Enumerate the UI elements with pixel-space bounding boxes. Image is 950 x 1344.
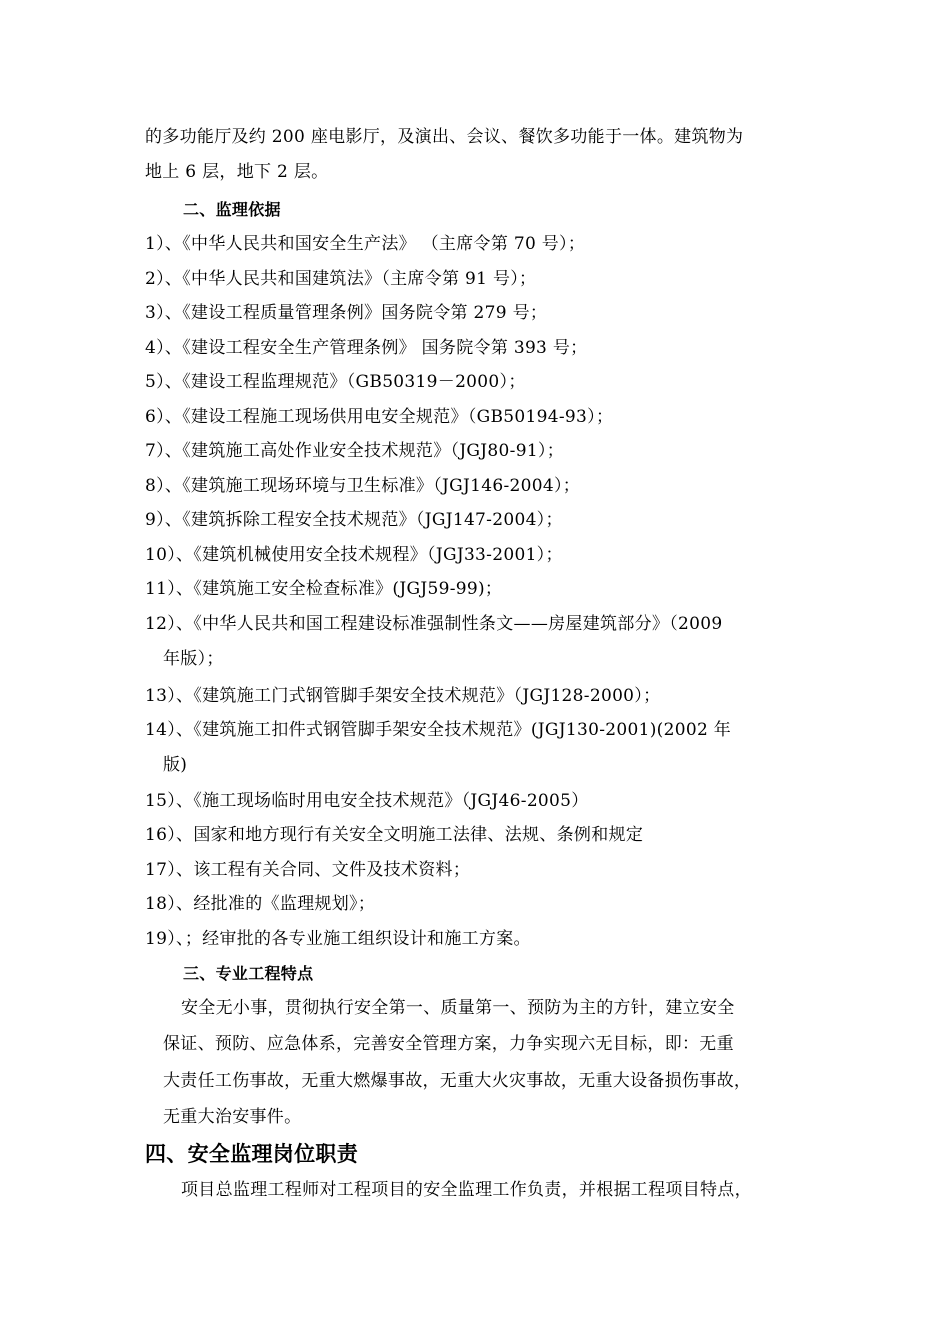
list-item: 17）、该工程有关合同、文件及技术资料；: [145, 860, 471, 880]
list-item: 1）、《中华人民共和国安全生产法》 （主席令第 70 号）；: [145, 234, 586, 254]
list-item: 2）、《中华人民共和国建筑法》（主席令第 91 号）；: [145, 269, 537, 289]
list-item: 19）、；经审批的各专业施工组织设计和施工方案。: [145, 929, 531, 949]
list-item: 15）、《施工现场临时用电安全技术规范》（JGJ46-2005）: [145, 791, 589, 811]
list-item: 13）、《建筑施工门式钢管脚手架安全技术规范》（JGJ128-2000）；: [145, 686, 661, 706]
list-item: 7）、《建筑施工高处作业安全技术规范》（JGJ80-91）；: [145, 441, 565, 461]
list-item: 6）、《建设工程施工现场供用电安全规范》（GB50194-93）；: [145, 407, 614, 427]
intro-line-1: 的多功能厅及约 200 座电影厅，及演出、会议、餐饮多功能于一体。建筑物为: [145, 127, 744, 147]
section-heading-features: 三、专业工程特点: [183, 964, 314, 983]
paragraph-line: 安全无小事，贯彻执行安全第一、质量第一、预防为主的方针，建立安全: [181, 998, 735, 1018]
list-item: 16）、国家和地方现行有关安全文明施工法律、法规、条例和规定: [145, 825, 644, 845]
paragraph-line: 保证、预防、应急体系，完善安全管理方案，力争实现六无目标，即：无重: [163, 1034, 734, 1054]
list-item: 12）、《中华人民共和国工程建设标准强制性条文——房屋建筑部分》（2009: [145, 614, 723, 634]
list-item: 11）、《建筑施工安全检查标准》(JGJ59-99)；: [145, 579, 503, 599]
list-item: 5）、《建设工程监理规范》（GB50319－2000）；: [145, 372, 526, 392]
list-item: 8）、《建筑施工现场环境与卫生标准》（JGJ146-2004）；: [145, 476, 581, 496]
list-item: 10）、《建筑机械使用安全技术规程》（JGJ33-2001）；: [145, 545, 563, 565]
intro-line-2: 地上 6 层，地下 2 层。: [145, 162, 329, 182]
paragraph-line: 项目总监理工程师对工程项目的安全监理工作负责，并根据工程项目特点，: [181, 1180, 752, 1200]
paragraph-line: 大责任工伤事故，无重大燃爆事故，无重大火灾事故，无重大设备损伤事故，: [163, 1071, 752, 1091]
paragraph-line: 无重大治安事件。: [163, 1107, 302, 1127]
section-heading-basis: 二、监理依据: [183, 200, 281, 219]
list-item: 14）、《建筑施工扣件式钢管脚手架安全技术规范》(JGJ130-2001)(2002 年: [145, 720, 732, 740]
section-heading-duties: 四、安全监理岗位职责: [145, 1142, 358, 1166]
list-item-continuation: 版): [163, 755, 188, 775]
list-item-continuation: 年版）；: [163, 649, 224, 669]
list-item: 9）、《建筑拆除工程安全技术规范》（JGJ147-2004）；: [145, 510, 563, 530]
list-item: 3）、《建设工程质量管理条例》国务院令第 279 号；: [145, 303, 548, 323]
list-item: 18）、经批准的《监理规划》；: [145, 894, 376, 914]
list-item: 4）、《建设工程安全生产管理条例》 国务院令第 393 号；: [145, 338, 588, 358]
